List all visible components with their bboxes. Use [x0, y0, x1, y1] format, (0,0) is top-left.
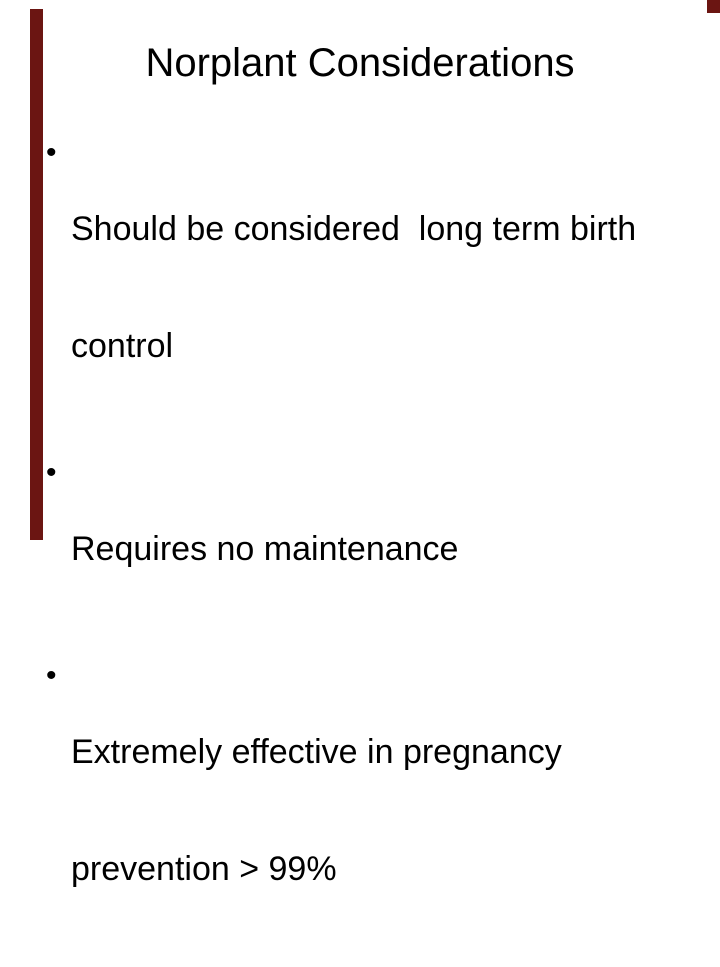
bullet-text	[71, 655, 562, 967]
bullet-line: Extremely effective in pregnancy	[71, 733, 562, 771]
bullet-text	[71, 132, 636, 444]
list-item	[46, 655, 690, 967]
bullet-line: Requires no maintenance	[71, 530, 459, 568]
bullet-icon: •	[46, 456, 57, 489]
accent-corner-top-right	[707, 0, 720, 13]
list-item	[46, 132, 690, 444]
accent-bar-left	[30, 9, 43, 540]
bullet-icon: •	[46, 659, 57, 692]
bullet-line: control	[71, 327, 174, 365]
list-item	[46, 452, 690, 647]
bullet-list	[46, 132, 690, 967]
bullet-text	[71, 452, 458, 647]
bullet-line: Should be considered long term birth	[71, 210, 637, 248]
bullet-icon: •	[46, 136, 57, 169]
slide-title: Norplant Considerations	[145, 41, 575, 85]
bullet-line: prevention > 99%	[71, 850, 337, 888]
